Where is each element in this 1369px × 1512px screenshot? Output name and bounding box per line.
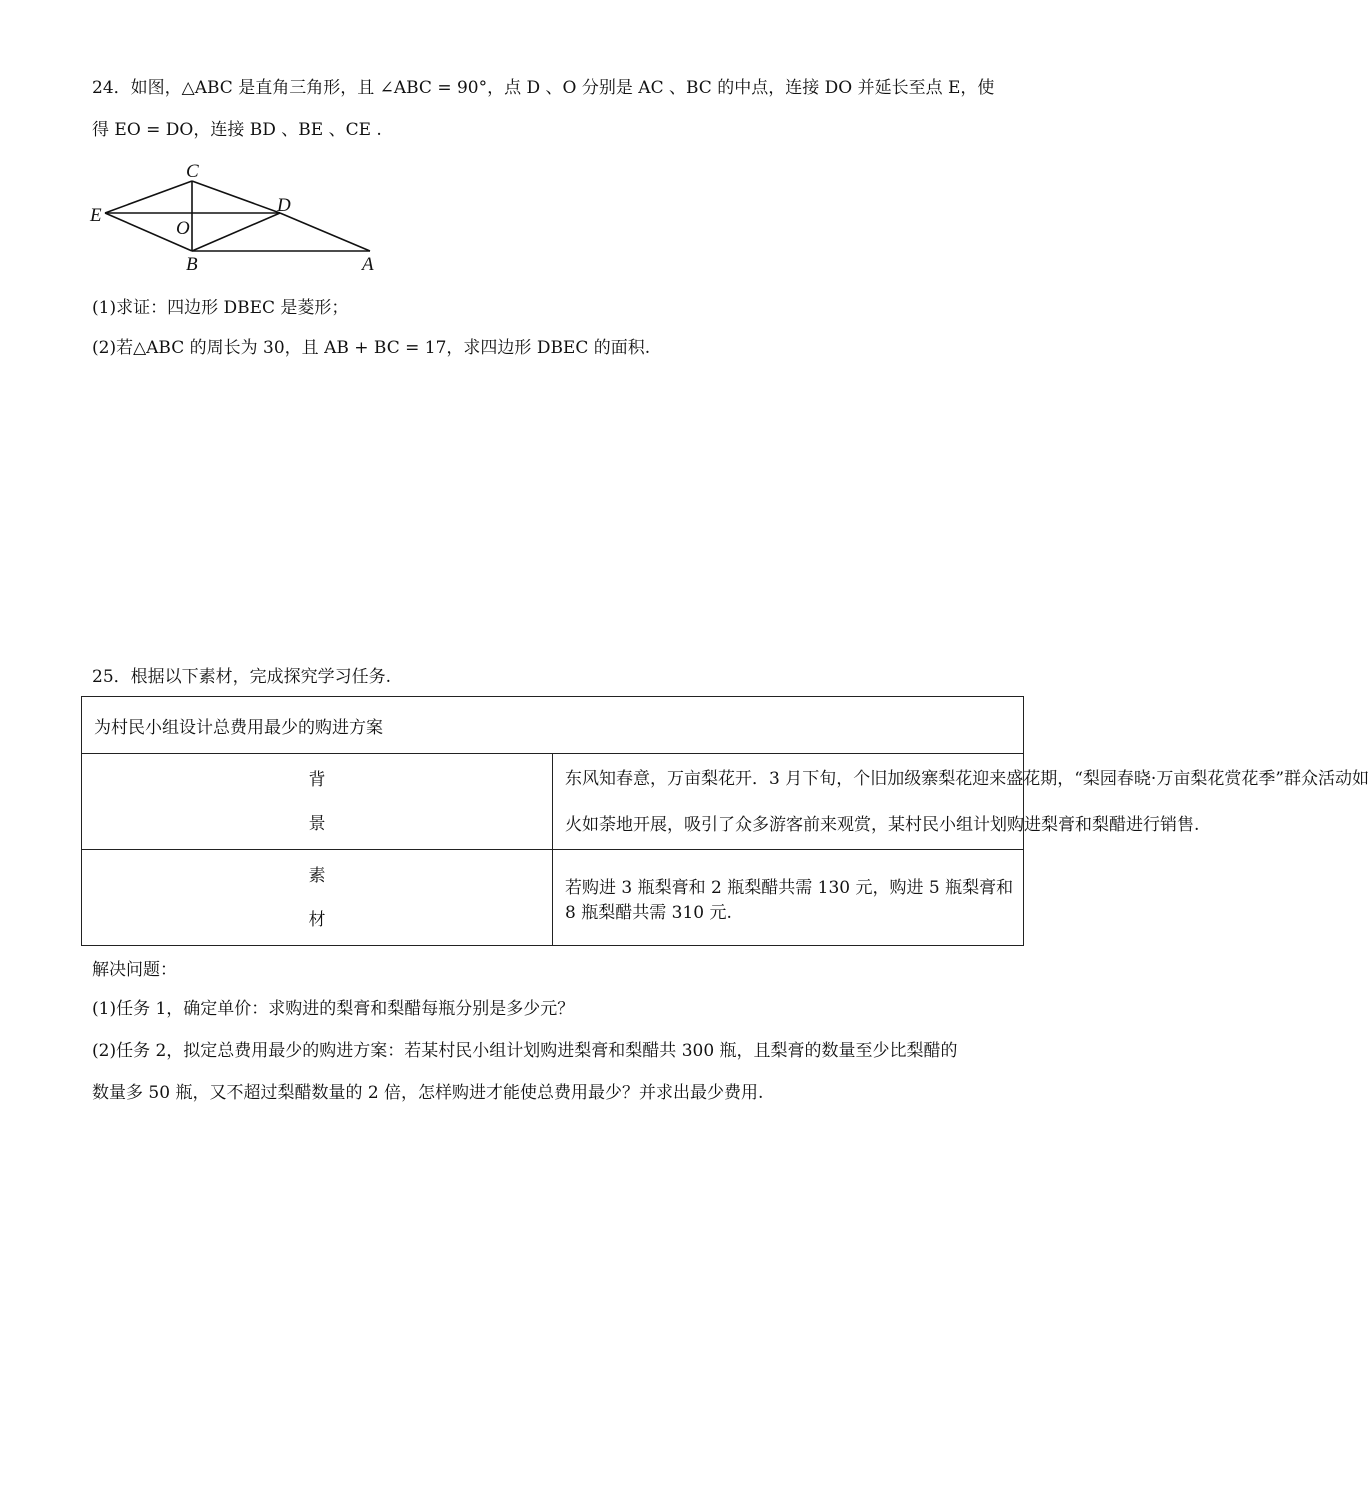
label-b: B — [186, 254, 198, 275]
q25-solve-heading: 解决问题： — [92, 960, 177, 980]
q24-part2: (2)若△ABC 的周长为 30，且 AB + BC = 17，求四边形 DBEC 的面积. — [92, 338, 651, 358]
materials-table — [81, 696, 1369, 946]
label-c: C — [186, 161, 199, 182]
q24-geometry-figure — [80, 155, 390, 280]
table-header: 为村民小组设计总费用最少的购进方案 — [82, 697, 1024, 754]
q24-part1: (1)求证：四边形 DBEC 是菱形； — [92, 298, 349, 318]
label-o: O — [176, 218, 190, 239]
background-label — [82, 754, 553, 850]
q25-task1: (1)任务 1，确定单价：求购进的梨膏和梨醋每瓶分别是多少元？ — [92, 999, 575, 1019]
background-text-line1: 东风知春意，万亩梨花开．3 月下旬，个旧加级寨梨花迎来盛花期，“梨园春晓·万亩梨花赏花季”群众活动如 — [565, 768, 1369, 789]
q25-task2-line2: 数量多 50 瓶，又不超过梨醋数量的 2 倍，怎样购进才能使总费用最少？并求出最少费用. — [92, 1083, 764, 1103]
material-text: 若购进 3 瓶梨膏和 2 瓶梨醋共需 130 元，购进 5 瓶梨膏和 8 瓶梨醋共需 310 元. — [553, 850, 1024, 946]
label-d: D — [277, 195, 291, 216]
table-header-row — [82, 697, 1024, 754]
q24-statement-line1: 24．如图，△ABC 是直角三角形，且 ∠ABC = 90°，点 D 、O 分别是 AC 、BC 的中点，连接 DO 并延长至点 E，使 — [92, 78, 995, 98]
background-label-char-1: 背 — [308, 769, 326, 790]
background-label-char-2: 景 — [308, 813, 326, 834]
material-label-char-1: 素 — [308, 865, 326, 886]
background-row — [82, 754, 1024, 850]
material-label-char-2: 材 — [308, 909, 326, 930]
material-row — [82, 850, 1024, 946]
background-text — [553, 754, 1369, 850]
segment-ec — [105, 181, 192, 213]
q25-task2-line1: (2)任务 2，拟定总费用最少的购进方案：若某村民小组计划购进梨膏和梨醋共 300 瓶，且梨膏的数量至少比梨醋的 — [92, 1041, 958, 1061]
label-a: A — [362, 254, 374, 275]
q25-intro: 25．根据以下素材，完成探究学习任务. — [92, 667, 392, 687]
segment-bd — [192, 213, 280, 251]
material-label — [82, 850, 553, 946]
background-text-line2: 火如荼地开展，吸引了众多游客前来观赏，某村民小组计划购进梨膏和梨醋进行销售. — [565, 814, 1200, 835]
segment-cd — [192, 181, 280, 213]
label-e: E — [90, 205, 102, 226]
segment-da — [280, 213, 370, 251]
q24-statement-line2: 得 EO = DO，连接 BD 、BE 、CE . — [92, 120, 382, 140]
